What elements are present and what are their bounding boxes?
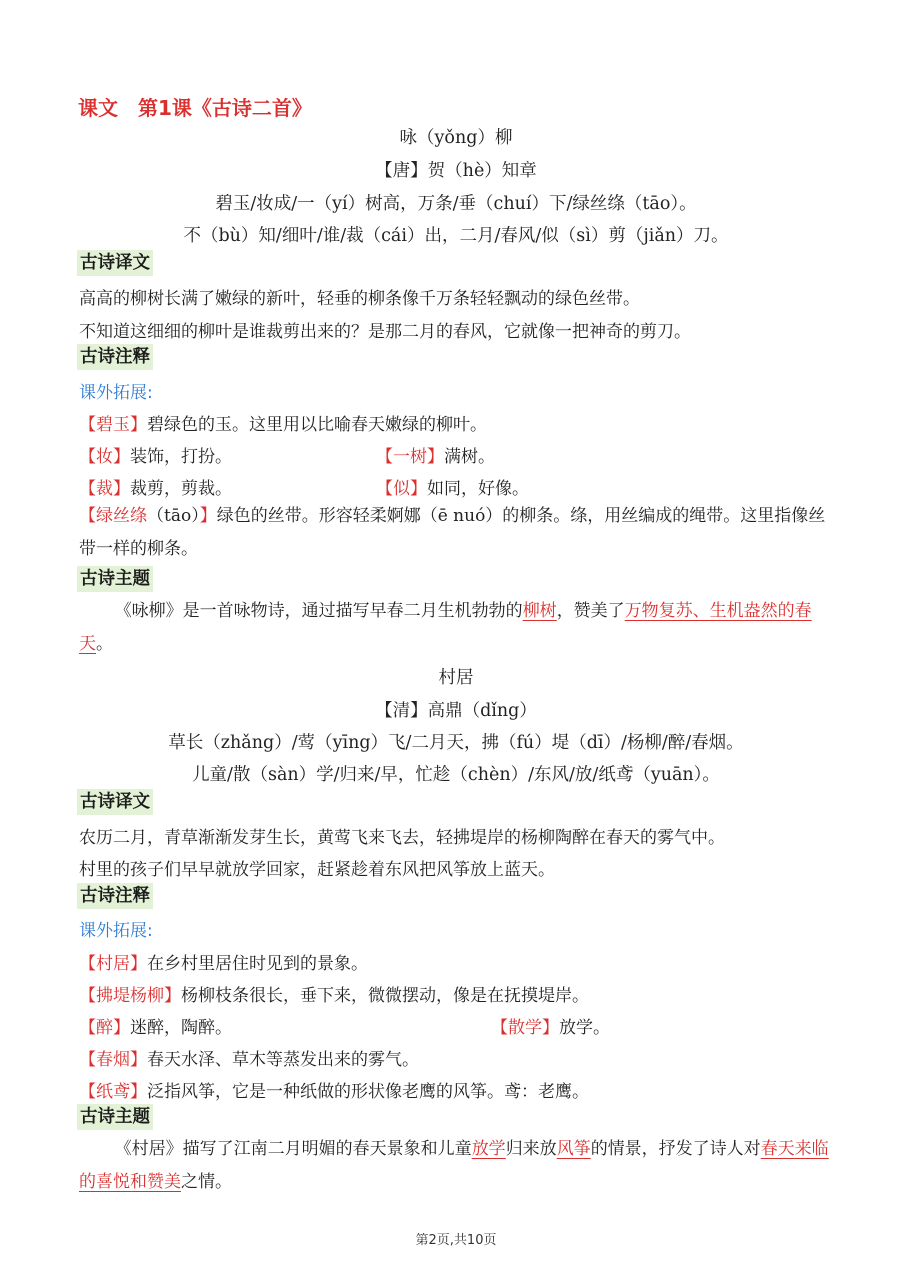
poem1-title: 咏（yǒng）柳 xyxy=(399,128,513,148)
poem2-author: 【清】高鼎（dǐng） xyxy=(375,701,537,721)
note-text: 如同，好像。 xyxy=(427,479,529,499)
note-text: 泛指风筝，它是一种纸做的形状像老鹰的风筝。鸢：老鹰。 xyxy=(147,1082,589,1102)
poem2-note-cunju: 【村居】在乡村里居住时见到的景象。 xyxy=(79,954,368,974)
poem1-translation-line1: 高高的柳树长满了嫩绿的新叶，轻垂的柳条像千万条轻轻飘动的绿色丝带。 xyxy=(79,289,640,309)
poem2-theme-text xyxy=(79,1133,839,1199)
note-term: 似 xyxy=(393,479,410,499)
poem2-translation-line1: 农历二月，青草渐渐发芽生长，黄莺飞来飞去，轻拂堤岸的杨柳陶醉在春天的雾气中。 xyxy=(79,828,725,848)
note-term: 散学 xyxy=(508,1018,542,1038)
note-text: 在乡村里居住时见到的景象。 xyxy=(147,954,368,974)
theme-text: 之情。 xyxy=(181,1172,232,1192)
poem2-translation-label: 古诗译文 xyxy=(77,789,153,815)
poem2-note-fudi: 【拂堤杨柳】杨柳枝条很长，垂下来，微微摆动，像是在抚摸堤岸。 xyxy=(79,986,589,1006)
note-term: 碧玉 xyxy=(96,415,130,435)
theme-text: 。 xyxy=(96,634,113,654)
poem1-line1: 碧玉/妆成/一（yí）树高，万条/垂（chuí）下/绿丝绦（tāo）。 xyxy=(215,194,697,214)
theme-highlight: 柳树 xyxy=(522,601,557,621)
poem1-notes-label: 古诗注释 xyxy=(77,344,153,370)
poem2-note-sanxue: 【散学】放学。 xyxy=(491,1018,610,1038)
poem2-line1: 草长（zhǎng）/莺（yīng）飞/二月天，拂（fú）堤（dī）/杨柳/醉/春烟。 xyxy=(168,733,744,753)
note-term: 一树 xyxy=(393,447,427,467)
poem1-translation-line2: 不知道这细细的柳叶是谁裁剪出来的？是那二月的春风，它就像一把神奇的剪刀。 xyxy=(79,322,691,342)
note-text: 装饰，打扮。 xyxy=(130,447,232,467)
poem2-notes-label: 古诗注释 xyxy=(77,883,153,909)
theme-text: 《村居》描写了江南二月明媚的春天景象和儿童 xyxy=(114,1139,472,1159)
note-term: 春烟 xyxy=(96,1050,130,1070)
note-term: 村居 xyxy=(96,954,130,974)
note-text: 裁剪，剪裁。 xyxy=(130,479,232,499)
poem1-translation-label: 古诗译文 xyxy=(77,250,153,276)
note-term: 醉 xyxy=(96,1018,113,1038)
poem1-author: 【唐】贺（hè）知章 xyxy=(375,161,537,181)
note-pinyin: （tāo） xyxy=(147,506,200,526)
poem2-note-zhiyuan: 【纸鸢】泛指风筝，它是一种纸做的形状像老鹰的风筝。鸢：老鹰。 xyxy=(79,1082,589,1102)
note-term: 纸鸢 xyxy=(96,1082,130,1102)
lesson-title: 课文 第1课《古诗二首》 xyxy=(78,96,312,120)
poem1-note-lvsitao: 【绿丝绦（tāo）】绿色的丝带。形容轻柔婀娜（ē nuó）的柳条。绦，用丝编成的绳带。这里指像丝带一样的柳条。 xyxy=(79,506,826,559)
theme-text: ，赞美了 xyxy=(556,601,625,621)
poem2-line2: 儿童/散（sàn）学/归来/早，忙趁（chèn）/东风/放/纸鸢（yuān）。 xyxy=(192,765,720,785)
note-term: 裁 xyxy=(96,479,113,499)
theme-highlight: 春天来临的喜悦和赞美 xyxy=(79,1139,829,1192)
theme-highlight: 风筝 xyxy=(556,1139,591,1159)
poem1-note-cai: 【裁】裁剪，剪裁。 xyxy=(79,479,232,499)
theme-text: 归来放 xyxy=(505,1139,557,1159)
poem2-translation-line2: 村里的孩子们早早就放学回家，赶紧趁着东风把风筝放上蓝天。 xyxy=(79,860,555,880)
poem2-note-zui: 【醉】迷醉，陶醉。 xyxy=(79,1018,232,1038)
poem1-note-yishu: 【一树】满树。 xyxy=(376,447,495,467)
poem1-note-si: 【似】如同，好像。 xyxy=(376,479,529,499)
theme-highlight: 万物复苏、生机盎然的春天 xyxy=(79,601,812,654)
theme-highlight: 放学 xyxy=(471,1139,506,1159)
poem1-note-zhuang: 【妆】装饰，打扮。 xyxy=(79,447,232,467)
note-text: 碧绿色的玉。这里用以比喻春天嫩绿的柳叶。 xyxy=(147,415,487,435)
poem1-extension-label: 课外拓展: xyxy=(79,383,153,403)
note-text: 满树。 xyxy=(444,447,495,467)
poem2-extension-label: 课外拓展: xyxy=(79,921,153,941)
poem1-line2: 不（bù）知/细叶/谁/裁（cái）出，二月/春风/似（sì）剪（jiǎn）刀。 xyxy=(183,226,729,246)
poem2-title: 村居 xyxy=(438,668,474,688)
note-text: 春天水泽、草木等蒸发出来的雾气。 xyxy=(147,1050,419,1070)
note-text: 绿色的丝带。形容轻柔婀娜（ē nuó）的柳条。绦，用丝编成的绳带。这里指像丝带一样的柳条。 xyxy=(79,506,826,559)
note-term: 绿丝绦 xyxy=(96,506,147,526)
poem1-theme-label: 古诗主题 xyxy=(77,566,153,592)
note-term: 妆 xyxy=(96,447,113,467)
note-text: 放学。 xyxy=(559,1018,610,1038)
note-text: 迷醉，陶醉。 xyxy=(130,1018,232,1038)
note-term: 拂堤杨柳 xyxy=(96,986,164,1006)
poem2-theme-label: 古诗主题 xyxy=(77,1104,153,1130)
theme-text: 《咏柳》是一首咏物诗，通过描写早春二月生机勃勃的 xyxy=(114,601,523,621)
note-text: 杨柳枝条很长，垂下来，微微摆动，像是在抚摸堤岸。 xyxy=(181,986,589,1006)
page-footer: 第2页,共10页 xyxy=(415,1233,497,1248)
poem1-note-biyu: 【碧玉】碧绿色的玉。这里用以比喻春天嫩绿的柳叶。 xyxy=(79,415,487,435)
poem1-theme-text xyxy=(79,595,839,661)
poem2-note-chunyan: 【春烟】春天水泽、草木等蒸发出来的雾气。 xyxy=(79,1050,419,1070)
theme-text: 的情景，抒发了诗人对 xyxy=(590,1139,761,1159)
